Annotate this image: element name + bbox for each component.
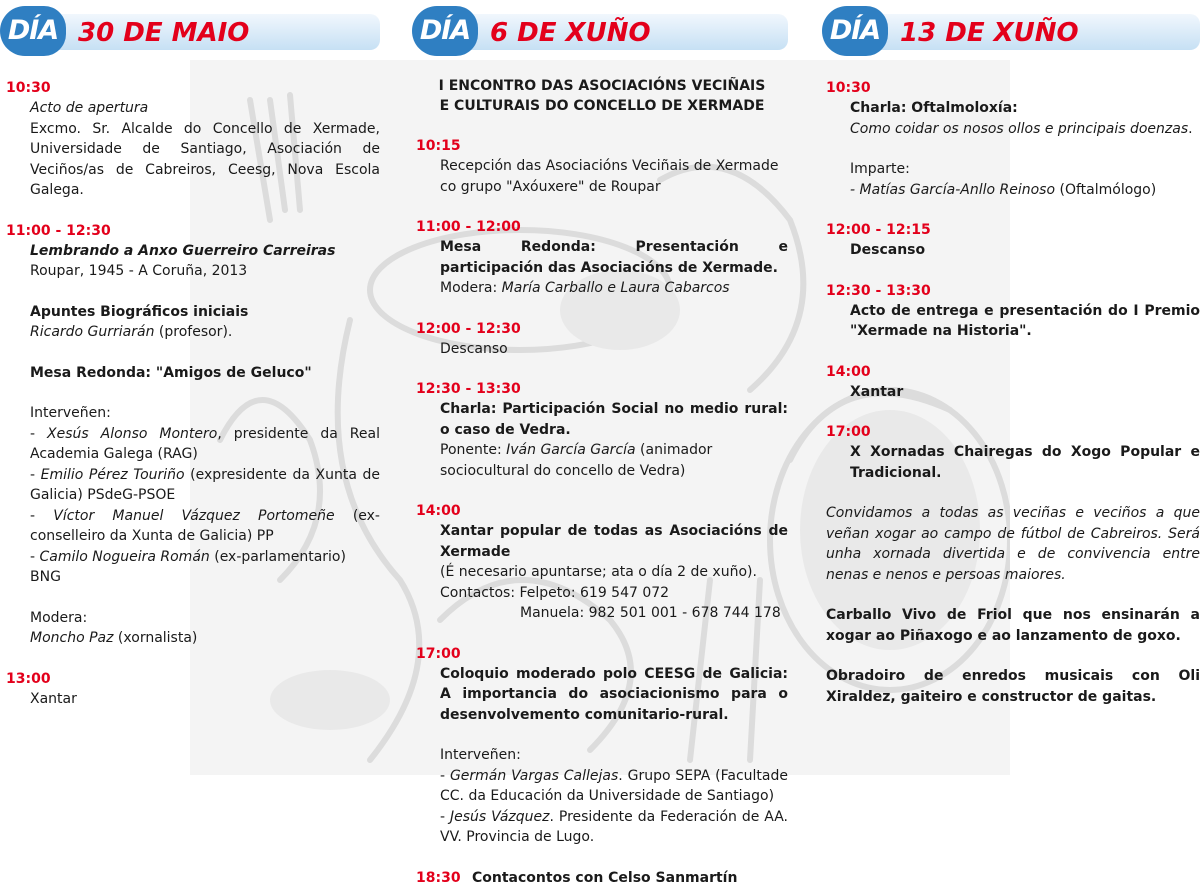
day-banner — [822, 0, 1200, 56]
speaker-role: (ex-conselleiro da Xunta de Galicia) PP — [30, 508, 380, 545]
speaker-name: Xesús Alonso Montero — [47, 426, 217, 442]
intervenen-label: Interveñen: — [6, 403, 380, 424]
event-subtitle: Roupar, 1945 - A Coruña, 2013 — [6, 261, 380, 282]
contact-line — [416, 603, 788, 624]
moderator-name: Moncho Paz — [30, 630, 113, 646]
speaker-line — [6, 322, 380, 343]
speaker-name: Camilo Nogueira Román — [40, 549, 210, 565]
event-subtitle: Como coidar os nosos ollos e principais doenzas. — [826, 119, 1200, 140]
event-title: Mesa Redonda: "Amigos de Geluco" — [6, 363, 380, 384]
final-event — [416, 868, 788, 888]
event-body: Xantar — [826, 382, 1200, 403]
speaker-line: - Víctor Manuel Vázquez Portomeñe (ex-conselleiro da Xunta de Galicia) PP — [6, 506, 380, 547]
time-label: 10:30 — [6, 78, 380, 98]
time-label: 13:00 — [6, 669, 380, 689]
event-title: Acto de apertura — [6, 98, 380, 119]
speaker-name: Iván García García — [506, 442, 635, 458]
contact-line: Contactos: Felpeto: 619 547 072 — [416, 583, 788, 604]
event-note: (É necesario apuntarse; ata o día 2 de xuño). — [416, 562, 788, 583]
time-label: 18:30 — [416, 868, 472, 888]
speaker-name: Jesús Vázquez — [450, 809, 549, 825]
moderator-role: (xornalista) — [113, 630, 197, 646]
activity-text: Obradoiro de enredos musicais con Oli Xiraldez, gaiteiro e constructor de gaitas. — [826, 666, 1200, 707]
moderator-line — [6, 628, 380, 649]
invitation-text: Convidamos a todas as veciñas e veciños a que veñan xogar ao campo de fútbol de Cabreiros. Será unha xornada divertida e de convivencia entre nenas e nenos e persoas maiores. — [826, 503, 1200, 585]
event-title: Charla: Oftalmoloxía: — [826, 98, 1200, 119]
speaker-role: (profesor). — [154, 324, 232, 340]
time-label: 10:15 — [416, 136, 788, 156]
intervenen-label: Interveñen: — [416, 745, 788, 766]
speaker-line: - Jesús Vázquez. Presidente da Federación de AA. VV. Provincia de Lugo. — [416, 807, 788, 848]
day-column-13-xuno — [822, 0, 1200, 707]
time-label: 10:30 — [826, 78, 1200, 98]
speaker-line: - Germán Vargas Callejas. Grupo SEPA (Facultade CC. da Educación da Universidade de Santiago) — [416, 766, 788, 807]
time-label: 11:00 - 12:30 — [6, 221, 380, 241]
activity-text: Carballo Vivo de Friol que nos ensinarán a xogar ao Piñaxogo e ao lanzamento de goxo. — [826, 605, 1200, 646]
speaker-role: (Oftalmólogo) — [1055, 182, 1156, 198]
time-label: 17:00 — [416, 644, 788, 664]
dia-badge: DÍA — [0, 6, 66, 56]
section-intro: I ENCONTRO DAS ASOCIACIÓNS VECIÑAIS E CULTURAIS DO CONCELLO DE XERMADE — [416, 76, 788, 116]
speaker-role: , presidente da Real Academia Galega (RAG) — [30, 426, 380, 463]
speaker-role: (ex-parlamentario) BNG — [30, 549, 346, 586]
day-banner — [412, 0, 788, 56]
event-title: Mesa Redonda: Presentación e participación das Asociacións de Xermade. — [416, 237, 788, 278]
event-title: Coloquio moderado polo CEESG de Galicia: A importancia do asociacionismo para o desenvolvemento comunitario-rural. — [416, 664, 788, 726]
contact-phone: Felpeto: 619 547 072 — [520, 585, 670, 601]
event-body: Excmo. Sr. Alcalde do Concello de Xermade, Universidade de Santiago, Asociación de Veciños/as de Cabreiros, Ceesg, Nova Escola Galega. — [6, 119, 380, 201]
day-column-30-maio — [0, 0, 380, 709]
moderator-names: María Carballo e Laura Cabarcos — [502, 280, 730, 296]
speaker-line — [826, 180, 1200, 201]
speaker-role: (expresidente da Xunta de Galicia) PSdeG-PSOE — [30, 467, 380, 504]
event-title: Xantar popular de todas as Asociacións de Xermade — [416, 521, 788, 562]
banner-date: 6 DE XUÑO — [490, 11, 651, 55]
speaker-role: . Presidente da Federación de AA. VV. Provincia de Lugo. — [440, 809, 788, 846]
event-body: Descanso — [416, 339, 788, 360]
speaker-line: - Emilio Pérez Touriño (expresidente da Xunta de Galicia) PSdeG-PSOE — [6, 465, 380, 506]
banner-date: 13 DE XUÑO — [900, 11, 1079, 55]
event-body: Descanso — [826, 240, 1200, 261]
speaker-line: Ponente: Iván García García (animador sociocultural do concello de Vedra) — [416, 440, 788, 481]
time-label: 14:00 — [826, 362, 1200, 382]
speaker-name: Emilio Pérez Touriño — [41, 467, 185, 483]
modera-label: Modera: — [6, 608, 380, 629]
event-title: Charla: Participación Social no medio rural: o caso de Vedra. — [416, 399, 788, 440]
time-label: 12:00 - 12:15 — [826, 220, 1200, 240]
speaker-name: Víctor Manuel Vázquez Portomeñe — [53, 508, 334, 524]
time-label: 11:00 - 12:00 — [416, 217, 788, 237]
event-body: Recepción das Asociacións Veciñais de Xermade co grupo "Axóuxere" de Roupar — [416, 156, 788, 197]
banner-date: 30 DE MAIO — [78, 11, 249, 55]
event-title: Acto de entrega e presentación do I Premio "Xermade na Historia". — [826, 301, 1200, 342]
dia-badge: DÍA — [822, 6, 888, 56]
day-column-6-xuno — [412, 0, 788, 888]
event-title: X Xornadas Chairegas do Xogo Popular e Tradicional. — [826, 442, 1200, 483]
speaker-name: Germán Vargas Callejas — [450, 768, 618, 784]
day-banner — [0, 0, 380, 56]
event-body: Xantar — [6, 689, 380, 710]
dia-badge: DÍA — [412, 6, 478, 56]
event-title: Contacontos con Celso Sanmartín — [472, 870, 737, 886]
speaker-name: - Matías García-Anllo Reinoso — [850, 182, 1055, 198]
imparte-label: Imparte: — [826, 159, 1200, 180]
time-label: 12:30 - 13:30 — [416, 379, 788, 399]
time-label: 14:00 — [416, 501, 788, 521]
speaker-line: - Camilo Nogueira Román (ex-parlamentario) BNG — [6, 547, 380, 588]
time-label: 12:00 - 12:30 — [416, 319, 788, 339]
speaker-name: Ricardo Gurriarán — [30, 324, 154, 340]
time-label: 12:30 - 13:30 — [826, 281, 1200, 301]
time-label: 17:00 — [826, 422, 1200, 442]
event-title: Lembrando a Anxo Guerreiro Carreiras — [6, 241, 380, 262]
contact-phone: Manuela: 982 501 001 - 678 744 178 — [520, 605, 781, 621]
speaker-line: - Xesús Alonso Montero, presidente da Real Academia Galega (RAG) — [6, 424, 380, 465]
moderator-line: Modera: María Carballo e Laura Cabarcos — [416, 278, 788, 299]
speaker-role: . Grupo SEPA (Facultade CC. da Educación da Universidade de Santiago) — [440, 768, 788, 805]
speaker-role: (animador sociocultural do concello de Vedra) — [440, 442, 712, 479]
event-title: Apuntes Biográficos iniciais — [6, 302, 380, 323]
